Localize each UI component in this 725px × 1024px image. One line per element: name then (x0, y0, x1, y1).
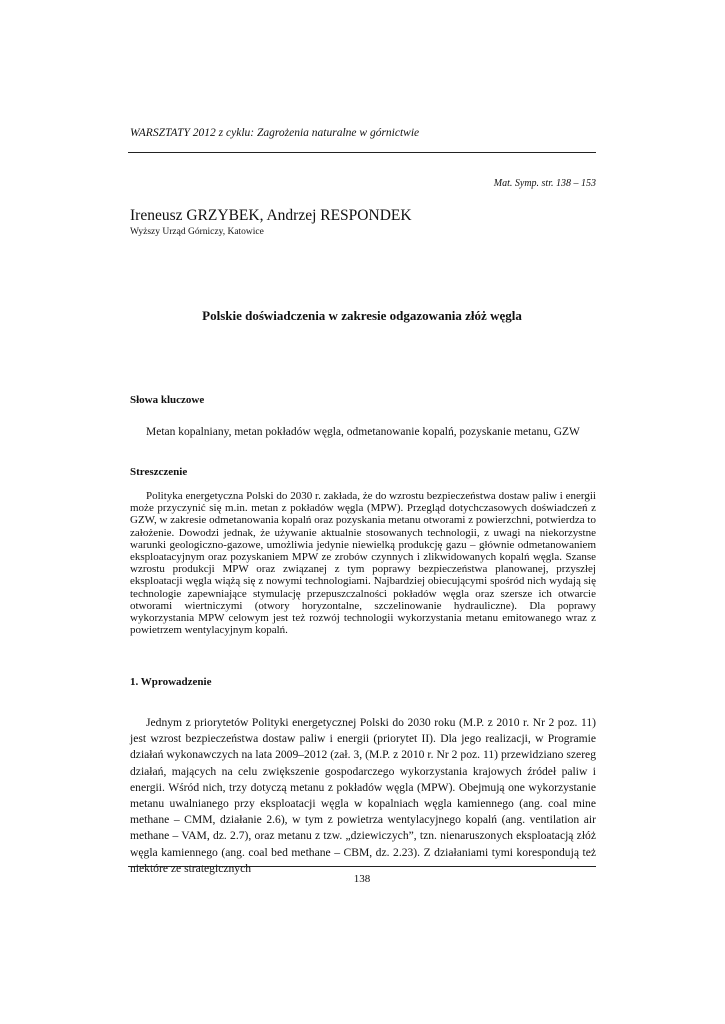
series-header: WARSZTATY 2012 z cyklu: Zagrożenia naturalne w górnictwie (130, 127, 420, 139)
keywords-text: Metan kopalniany, metan pokładów węgla, odmetanowanie kopalń, pozyskanie metanu, GZW (146, 426, 580, 438)
page-number: 138 (353, 873, 371, 885)
author-names: Ireneusz GRZYBEK, Andrzej RESPONDEK (130, 207, 412, 224)
citation-reference: Mat. Symp. str. 138 – 153 (493, 178, 596, 189)
header-divider (128, 152, 596, 153)
keywords-heading: Słowa kluczowe (130, 394, 205, 406)
abstract-text: Polityka energetyczna Polski do 2030 r. zakłada, że do wzrostu bezpieczeństwa dostaw paliw i energii może przyczynić się m.in. metan z pokładów węgla (MPW). Przegląd dotychczasowych doświadczeń z GZW, w zakresie odmetanowania kopalń oraz pozyskania metanu otworami z powierzchni, potwierdza to założenie. Dowodzi jednak, że używanie aktualnie stosowanych technologii, z uwagi na niekorzystne warunki geologiczno-gazowe, umożliwia jedynie niewielką produkcję gazu – głównie odmetanowaniem eksploatacyjnym oraz pozyskaniem MPW ze zrobów czynnych i zlikwidowanych kopalń węgla. Szanse wzrostu produkcji MPW oraz związanej z tym poprawy bezpieczeństwa planowanej, przyszłej eksploatacji węgla wiążą się z nowymi technologiami. Najbardziej obiecującymi spośród nich wydają się technologie zapewniające stymulację przepuszczalności pokładów węgla oraz szersze ich otwarcie otworami wiertniczymi (otwory horyzontalne, szczelinowanie hydrauliczne). Dla poprawy wykorzystania MPW celowym jest też rozwój technologii wykorzystania metanu emitowanego wraz z powietrzem wentylacyjnym kopalń. (130, 490, 596, 637)
author-affiliation: Wyższy Urząd Górniczy, Katowice (130, 227, 264, 237)
paper-title: Polskie doświadczenia w zakresie odgazowania złóż węgla (202, 308, 522, 323)
introduction-heading: 1. Wprowadzenie (130, 676, 212, 688)
footer-divider (128, 866, 596, 867)
introduction-text: Jednym z priorytetów Polityki energetycznej Polski do 2030 roku (M.P. z 2010 r. Nr 2 poz. 11) jest wzrost bezpieczeństwa dostaw paliw i energii (priorytet II). Dla jego realizacji, w Programie działań wykonawczych na lata 2009–2012 (zał. 3, (M.P. z 2010 r. Nr 2 poz. 11) przewidziano szereg działań, mających na celu zwiększenie gospodarczego wykorzystania krajowych źródeł paliw i energii. Wśród nich, trzy dotyczą metanu z pokładów węgla (MPW). Obejmują one wykorzystanie metanu uwalnianego przy eksploatacji węgla w kopalniach węgla kamiennego (ang. coal mine methane – CMM, działanie 2.6), w tym z powietrza wentylacyjnego kopalń (ang. ventilation air methane – VAM, dz. 2.7), oraz metanu z tzw. „dziewiczych”, tzn. nienaruszonych eksploatacją złóż węgla kamiennego (ang. coal bed methane – CBM, dz. 2.23). Z działaniami tymi korespondują też niektóre ze strategicznych (130, 716, 596, 875)
abstract-heading: Streszczenie (130, 466, 188, 478)
